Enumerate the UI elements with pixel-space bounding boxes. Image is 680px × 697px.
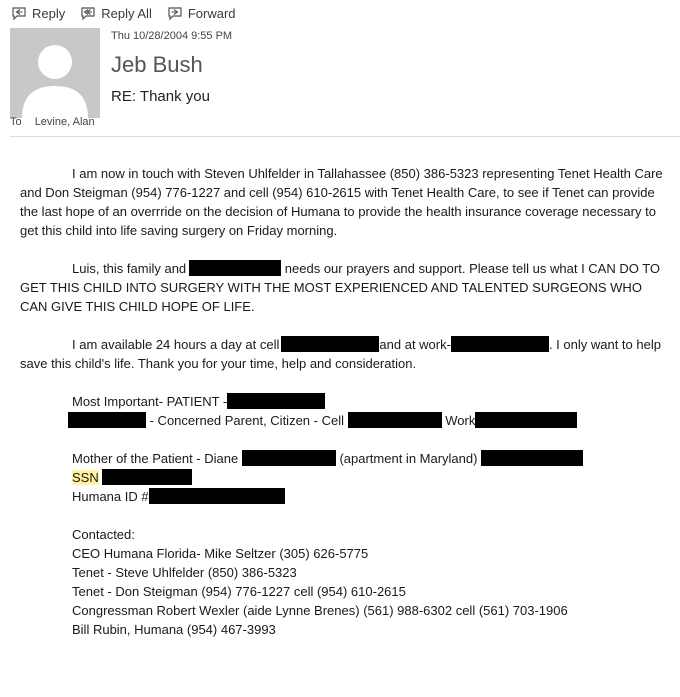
most-important-line	[72, 392, 670, 411]
forward-label: Forward	[187, 5, 236, 21]
concerned-parent-text: - Concerned Parent, Citizen - Cell	[146, 413, 344, 428]
work-text: Work	[445, 413, 476, 428]
redaction-block	[481, 450, 583, 466]
person-icon	[10, 28, 100, 118]
recipient-line	[10, 116, 95, 128]
paragraph-2-text-b: needs our prayers and support. Please tell us what I CAN DO TO GET THIS CHILD INTO SURGERY WITH THE MOST EXPERIENCED AND TALENTED SURGEONS WHO CAN GIVE THIS CHILD HOPE OF LIFE.	[20, 261, 661, 314]
ssn-label: SSN	[72, 470, 99, 485]
sender-name: Jeb Bush	[111, 52, 203, 77]
contacted-heading: Contacted:	[72, 527, 135, 542]
recipient-name[interactable]: Levine, Alan	[34, 116, 95, 128]
paragraph-3-text-c: . I only want to help save this child's life. Thank you for your time, help and consideration.	[20, 337, 661, 371]
reply-all-icon	[79, 5, 97, 21]
sender-avatar	[10, 28, 100, 118]
redaction-block	[227, 393, 325, 409]
contact-item: Tenet - Steve Uhlfelder (850) 386-5323	[72, 565, 297, 580]
redaction-block	[102, 469, 192, 485]
contact-item: Bill Rubin, Humana (954) 467-3993	[72, 622, 276, 637]
mother-info	[20, 449, 670, 639]
paragraph-2	[20, 259, 670, 316]
mother-line	[72, 449, 670, 468]
redaction-block	[348, 412, 442, 428]
paragraph-1-text: I am now in touch with Steven Uhlfelder in Tallahassee (850) 386-5323 representing Tenet Health Care and Don Steigman (954) 776-1227 and cell (954) 610-2615 with Tenet Health Care, to see if Tenet can provide the last hope of an overrride on the decision of Humana to provide the health insurance coverage necessary to get this child into life saving surgery on Friday morning.	[20, 166, 663, 238]
reply-label: Reply	[32, 5, 66, 21]
ssn-line	[72, 468, 670, 487]
paragraph-3	[20, 335, 670, 373]
sent-date: Thu 10/28/2004 9:55 PM	[111, 30, 233, 42]
concerned-parent-line	[20, 411, 670, 430]
paragraph-1	[20, 164, 670, 240]
reply-icon	[10, 5, 28, 21]
forward-icon	[166, 5, 184, 21]
reply-all-label: Reply All	[101, 5, 152, 21]
forward-button[interactable]	[166, 4, 236, 22]
reply-button[interactable]	[10, 4, 65, 22]
humana-id-label: Humana ID #	[72, 489, 149, 504]
paragraph-3-text-a: I am available 24 hours a day at cell	[72, 337, 280, 352]
most-important-text: Most Important- PATIENT -	[72, 394, 228, 409]
paragraph-2-text-a: Luis, this family and	[72, 261, 187, 276]
redaction-block	[189, 260, 281, 276]
contact-item: Congressman Robert Wexler (aide Lynne Brenes) (561) 988-6302 cell (561) 703-1906	[72, 603, 568, 618]
header-divider	[10, 136, 680, 137]
contact-item: CEO Humana Florida- Mike Seltzer (305) 626-5775	[72, 546, 369, 561]
redaction-block	[68, 412, 146, 428]
redaction-block	[475, 412, 577, 428]
contact-item: Tenet - Don Steigman (954) 776-1227 cell (954) 610-2615	[72, 584, 406, 599]
patient-info	[20, 392, 670, 411]
redaction-block	[149, 488, 285, 504]
message-toolbar	[10, 4, 236, 22]
message-body	[20, 164, 670, 639]
redaction-block	[242, 450, 336, 466]
to-label: To	[10, 116, 22, 128]
apartment-text: (apartment in Maryland)	[339, 451, 478, 466]
paragraph-3-text-b: and at work-	[379, 337, 451, 352]
humana-id-line	[72, 487, 670, 506]
reply-all-button[interactable]	[79, 4, 152, 22]
mother-text: Mother of the Patient - Diane	[72, 451, 239, 466]
redaction-block	[281, 336, 379, 352]
redaction-block	[451, 336, 549, 352]
subject-line: RE: Thank you	[111, 88, 210, 105]
